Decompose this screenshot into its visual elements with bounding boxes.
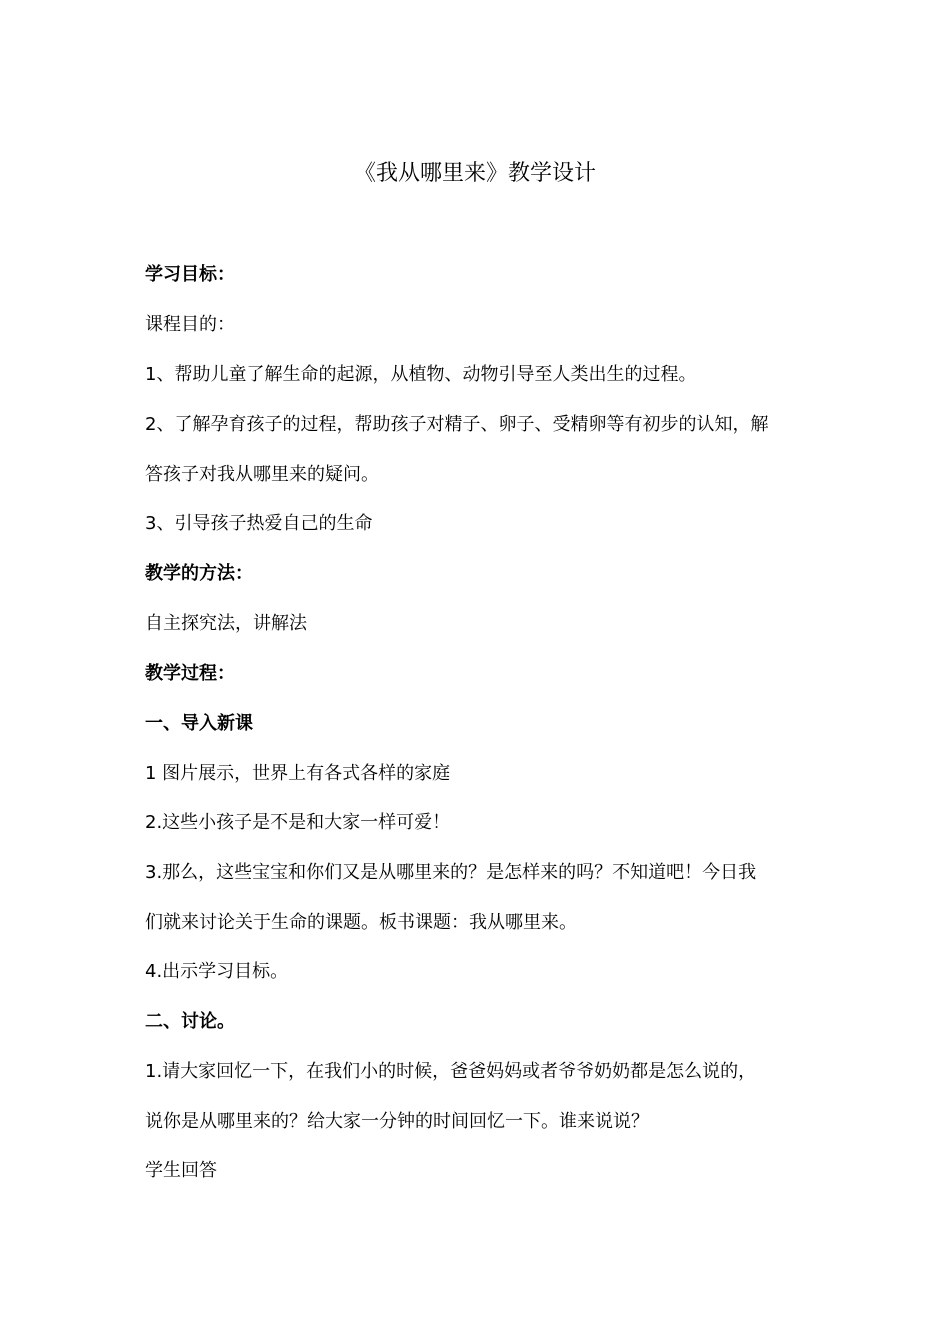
student-answer: 学生回答 — [145, 1160, 217, 1181]
part-1-heading: 一、导入新课 — [145, 713, 253, 734]
part-1-item-1: 1 图片展示，世界上有各式各样的家庭 — [145, 763, 451, 784]
part-1-item-3-line-1: 3.那么，这些宝宝和你们又是从哪里来的？是怎样来的吗？不知道吧！今日我 — [145, 862, 757, 883]
course-purpose-label: 课程目的： — [145, 314, 235, 335]
part-2-item-1-line-2: 说你是从哪里来的？给大家一分钟的时间回忆一下。谁来说说？ — [145, 1111, 649, 1132]
part-2-heading: 二、讨论。 — [145, 1011, 235, 1032]
part-1-item-3-line-2: 们就来讨论关于生命的课题。板书课题：我从哪里来。 — [145, 912, 577, 933]
part-2-item-1-line-1: 1.请大家回忆一下，在我们小的时候，爸爸妈妈或者爷爷奶奶都是怎么说的， — [145, 1061, 757, 1082]
part-1-item-4: 4.出示学习目标。 — [145, 961, 289, 982]
process-heading: 教学过程： — [145, 663, 235, 684]
goal-item-2-line-1: 2、了解孕育孩子的过程，帮助孩子对精子、卵子、受精卵等有初步的认知，解 — [145, 414, 769, 435]
method-text: 自主探究法，讲解法 — [145, 613, 307, 634]
method-heading: 教学的方法： — [145, 563, 253, 584]
goal-item-3: 3、引导孩子热爱自己的生命 — [145, 513, 373, 534]
goal-item-2-line-2: 答孩子对我从哪里来的疑问。 — [145, 464, 379, 485]
goal-item-1: 1、帮助儿童了解生命的起源，从植物、动物引导至人类出生的过程。 — [145, 364, 697, 385]
learning-goals-heading: 学习目标： — [145, 264, 235, 285]
part-1-item-2: 2.这些小孩子是不是和大家一样可爱！ — [145, 812, 451, 833]
document-title: 《我从哪里来》教学设计 — [353, 161, 596, 186]
